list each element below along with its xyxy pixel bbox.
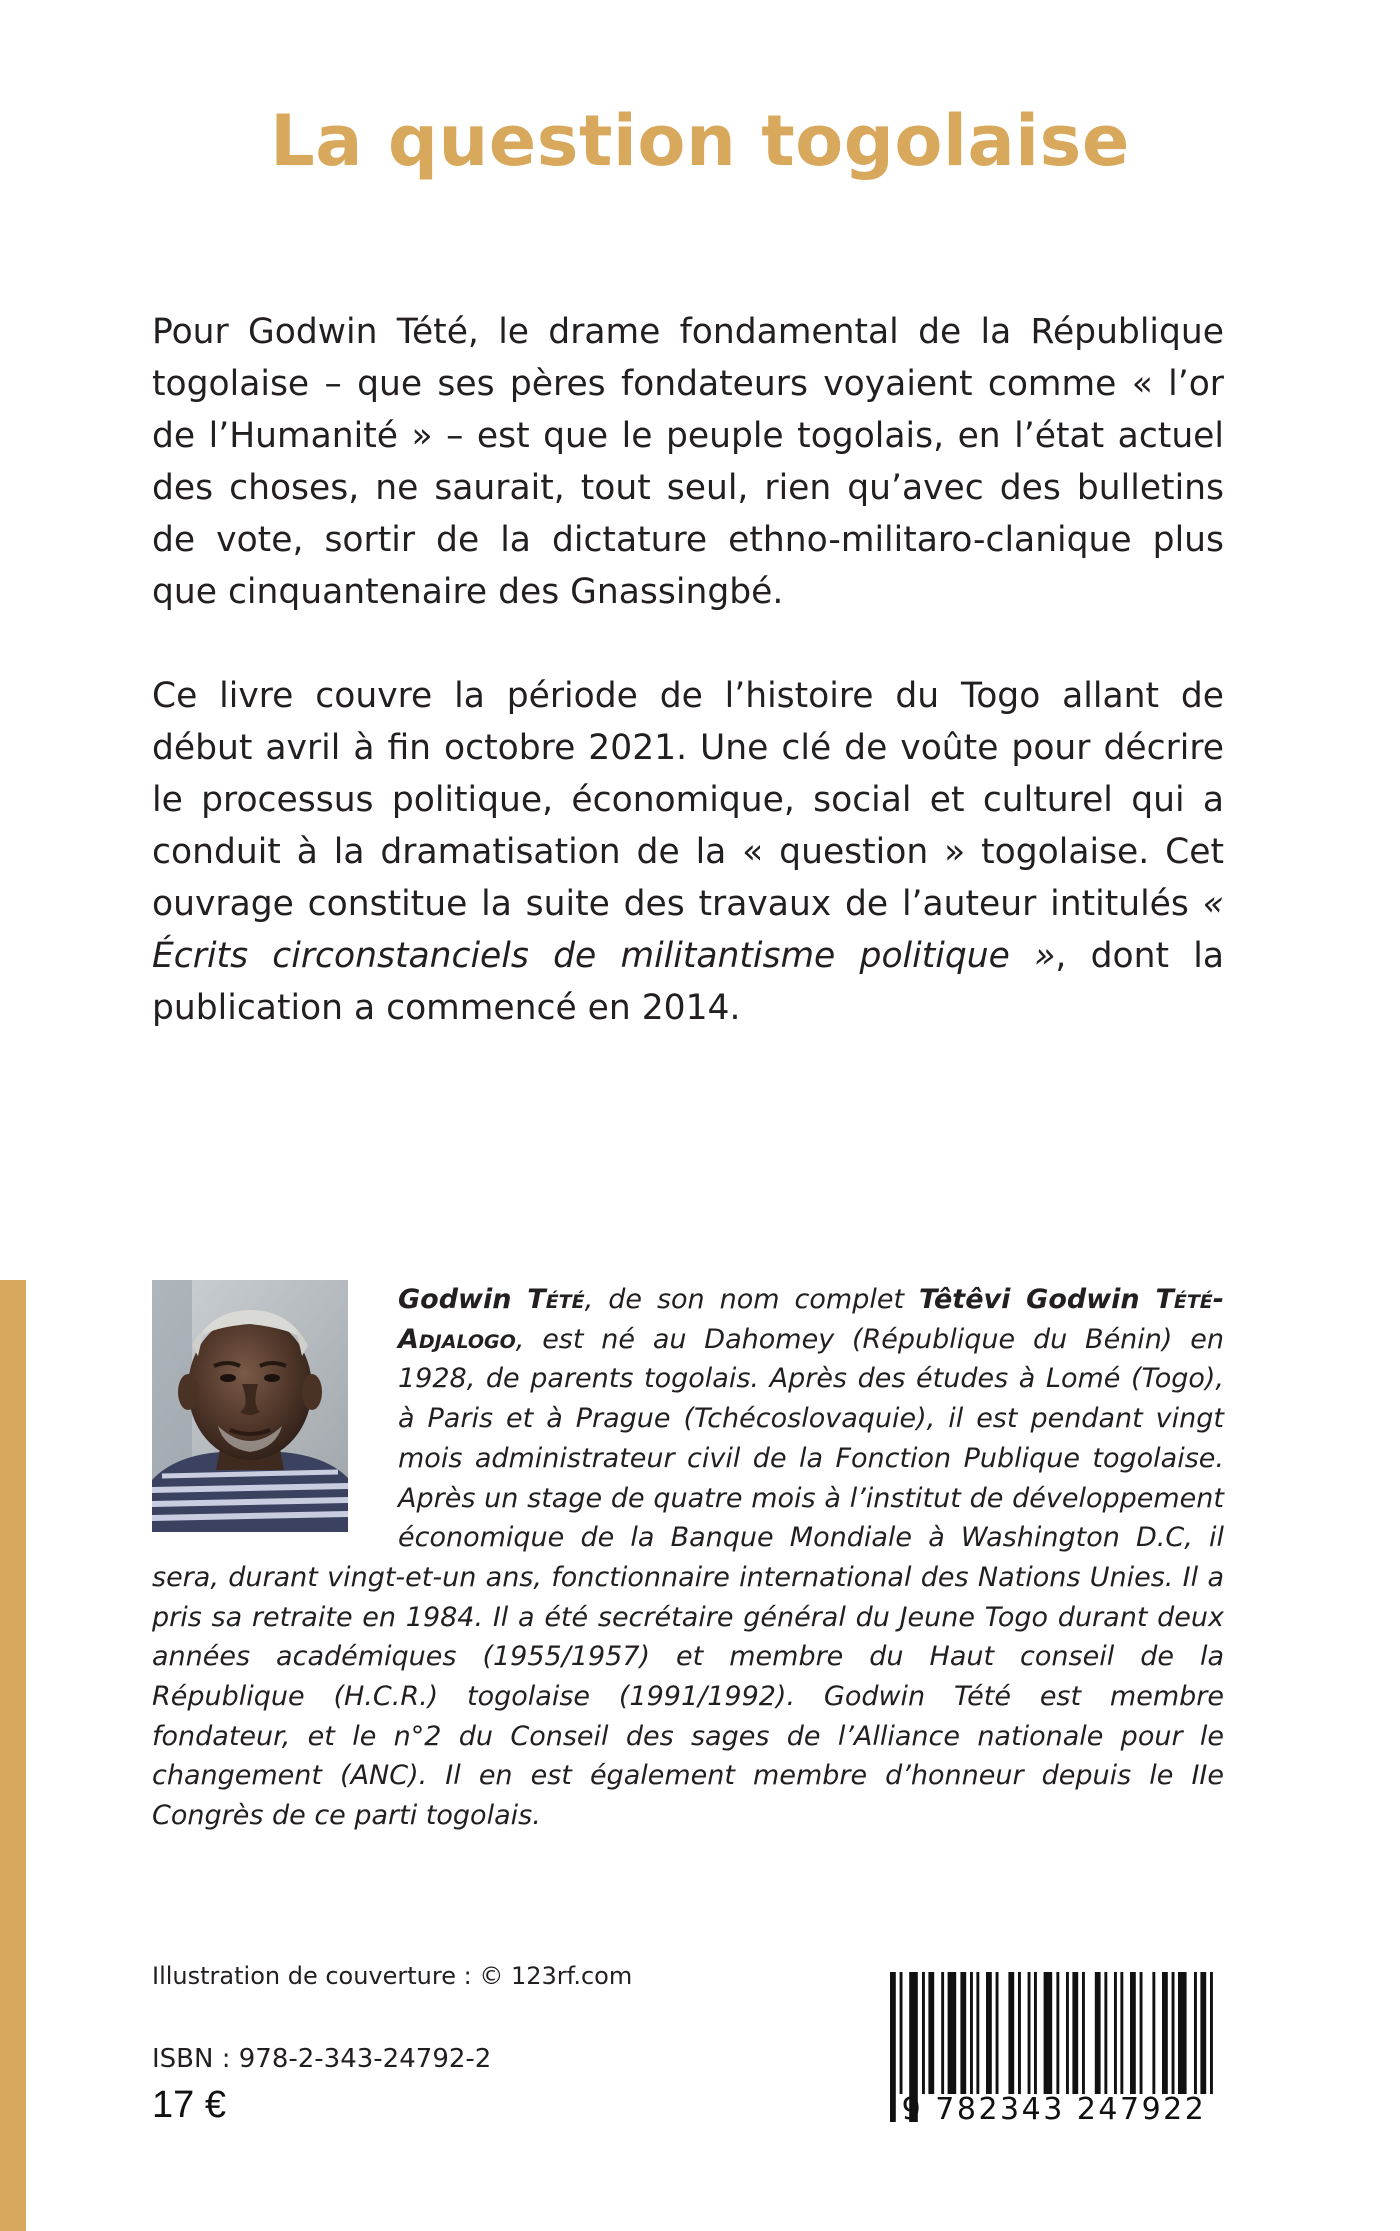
barcode-bar <box>1162 1972 1168 2094</box>
author-bio-b: , est né au Dahomey (République du Bénin) en 1928, de parents togolais. Après des études à Lomé (Togo), à Paris et à Prague (Tchécoslovaquie), il est pendant vingt mois administrateur civil de la Fonction Publique togolaise. Après un stage de quatre mois à l’institut de développement économique de la Banque Mondiale à Washington D.C, il sera, durant vingt-et-un ans, fonctionnaire international des Nations Unies. Il a pris sa retraite en 1984. Il a été secrétaire général du Jeune Togo durant deux années académiques (1955/1957) et membre du Haut conseil de la République (H.C.R.) togolaise (1991/1992). Godwin Tété est membre fondateur, et le n°2 du Conseil des sages de l’Alliance nationale pour le changement (ANC). Il en est également membre d’honneur depuis le IIe Congrès de ce parti togolais. <box>152 1323 1224 1832</box>
author-name-first: Godwin <box>398 1284 528 1315</box>
price: 17 € <box>152 2084 226 2126</box>
author-photo <box>152 1280 348 1532</box>
series-title: « Écrits circonstanciels de militantisme politique » <box>152 884 1224 976</box>
barcode-bar <box>976 1972 979 2094</box>
author-full-last: Tété-Adjalogo <box>398 1284 1224 1355</box>
barcode-bar <box>1120 1972 1123 2094</box>
barcode-bar <box>1082 1972 1085 2094</box>
barcode-bar <box>1028 1972 1031 2094</box>
barcode-bar <box>922 1972 925 2094</box>
barcode-bar <box>996 1972 999 2094</box>
barcode-bar <box>928 1972 934 2094</box>
barcode-bar <box>1095 1972 1101 2094</box>
barcode-bar <box>1034 1972 1037 2094</box>
barcode-bar <box>1066 1972 1069 2094</box>
summary-paragraph-2 <box>152 670 1224 1034</box>
barcode-bar <box>948 1972 957 2094</box>
barcode-bar <box>1008 1972 1014 2094</box>
barcode-bar <box>900 1972 903 2094</box>
barcode-bar <box>1152 1972 1155 2094</box>
barcode-bar <box>1056 1972 1059 2094</box>
isbn: ISBN : 978-2-343-24792-2 <box>152 2044 492 2074</box>
barcode-bar <box>1210 1972 1213 2094</box>
barcode-bar <box>1140 1972 1143 2094</box>
barcode-bar <box>1178 1972 1187 2094</box>
gold-side-band <box>0 1280 26 2231</box>
barcode-bar <box>1018 1972 1021 2094</box>
author-name-last: Tété <box>527 1284 585 1315</box>
barcode-bar <box>1200 1972 1206 2094</box>
author-full-first: Têtêvi Godwin <box>919 1284 1156 1315</box>
barcode-bar <box>960 1972 966 2094</box>
barcode-bar <box>1130 1972 1136 2094</box>
author-bio-a: , de son nom complet <box>584 1284 920 1315</box>
barcode-bar <box>1172 1972 1175 2094</box>
cover-illustration-credit: Illustration de couverture : © 123rf.com <box>152 1962 633 1990</box>
barcode-bar <box>1194 1972 1197 2094</box>
summary-p2-end: , dont la publication a commencé en 2014. <box>152 936 1224 1028</box>
barcode-bar <box>1044 1972 1053 2094</box>
barcode-bar <box>970 1972 973 2094</box>
barcode-bar <box>986 1972 992 2094</box>
barcode-bar <box>941 1972 944 2094</box>
barcode-bar <box>1114 1972 1117 2094</box>
barcode-bar <box>1104 1972 1107 2094</box>
barcode-digits: 9 782343 247922 <box>901 2092 1207 2127</box>
barcode-bar <box>1072 1972 1078 2094</box>
summary-paragraph-1: Pour Godwin Tété, le drame fondamental de la République togolaise – que ses pères fondateurs voyaient comme « l’or de l’Humanité » – est que le peuple togolais, en l’état actuel des choses, ne saurait, tout seul, rien qu’avec des bulletins de vote, sortir de la dictature ethno-militaro-clanique plus que cinquantenaire des Gnassingbé. <box>152 312 1224 612</box>
summary-p2-text: Ce livre couvre la période de l’histoire du Togo allant de début avril à fin octobre 2021. Une clé de voûte pour décrire le processus politique, économique, social et culturel qui a conduit à la dramatisation de la « question » togolaise. Cet ouvrage constitue la suite des travaux de l’auteur intitulés <box>152 676 1224 924</box>
book-title: La question togolaise <box>270 100 1130 182</box>
